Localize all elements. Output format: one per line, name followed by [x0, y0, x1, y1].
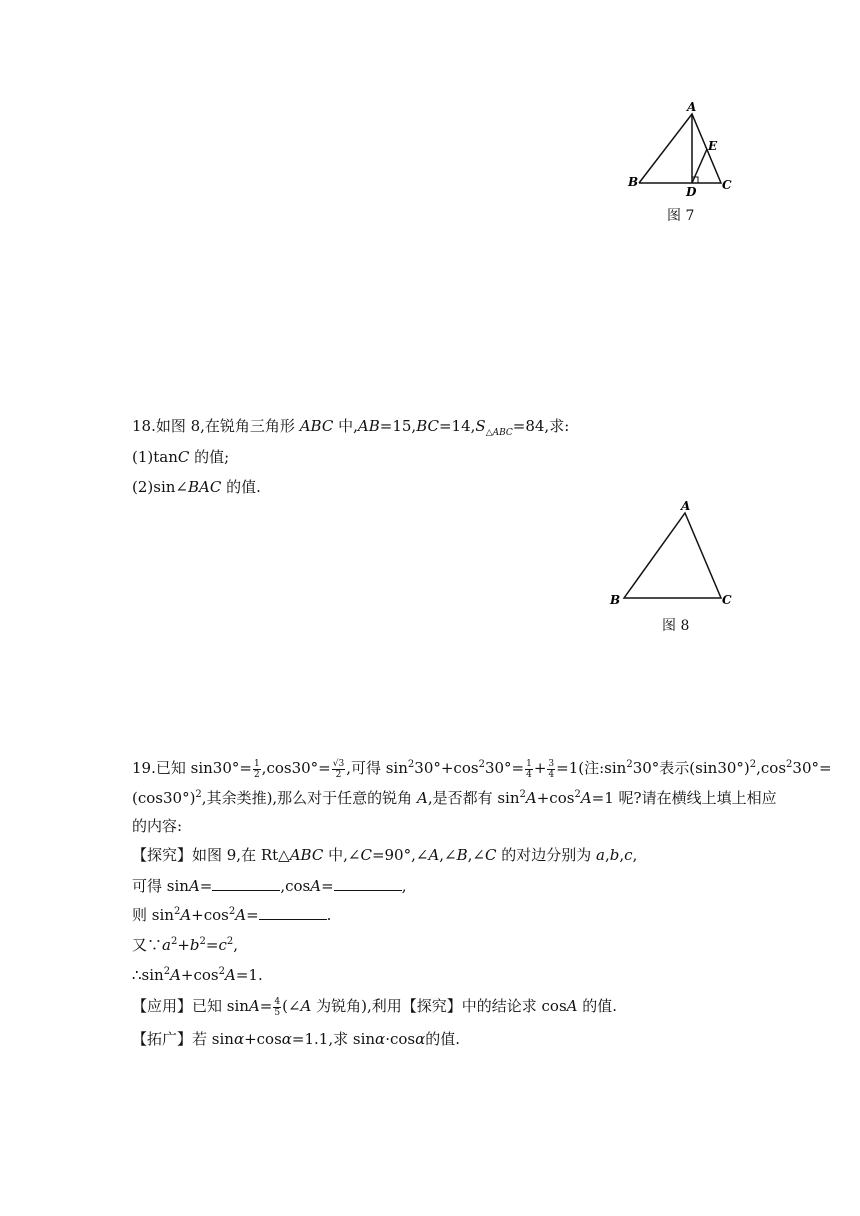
sup: 2 — [195, 789, 202, 800]
var: A — [428, 846, 440, 864]
text: 则 sin — [132, 906, 174, 924]
var: A — [566, 997, 578, 1015]
text: +cos — [191, 906, 229, 924]
text: 【应用】已知 sin — [132, 997, 249, 1015]
fraction-sqrt3 — [332, 759, 345, 780]
var: A — [525, 789, 537, 807]
var: α — [233, 1030, 245, 1048]
sup: 2 — [218, 966, 225, 977]
sup: 2 — [478, 759, 485, 770]
text: 中,∠ — [323, 846, 361, 864]
text: , — [632, 846, 638, 864]
label-b: B — [628, 175, 639, 189]
text: 30°= — [484, 759, 525, 777]
var: A — [180, 906, 192, 924]
den: 5 — [274, 1007, 281, 1018]
q18-part-1 — [132, 447, 229, 467]
label-b: B — [610, 593, 621, 607]
var: S — [475, 417, 486, 435]
text: 的值. — [425, 1030, 461, 1048]
q19-apply — [132, 996, 617, 1018]
var: c — [624, 846, 633, 864]
sup: 2 — [199, 936, 206, 947]
var: B — [456, 846, 468, 864]
text: + — [533, 759, 547, 777]
var: C — [360, 846, 372, 864]
var: A — [235, 906, 247, 924]
fraction-quarter — [525, 759, 533, 780]
var: a — [162, 936, 171, 954]
answer-blank-sum[interactable] — [259, 905, 327, 920]
text: 30°+cos — [414, 759, 479, 777]
text: +cos — [536, 789, 575, 807]
text: ·cos — [385, 1030, 416, 1048]
var: BC — [416, 417, 439, 435]
var: C — [485, 846, 497, 864]
subscript: △ABC — [485, 428, 513, 438]
sup: 2 — [519, 789, 526, 800]
text: (2)sin∠ — [132, 478, 188, 496]
label-a: A — [681, 499, 691, 513]
var: A — [248, 997, 260, 1015]
var: A — [416, 789, 428, 807]
var: b — [189, 936, 200, 954]
text: (1)tan — [132, 448, 178, 466]
text: (cos30°) — [132, 789, 196, 807]
text: +cos — [244, 1030, 282, 1048]
segment-de — [692, 149, 707, 183]
num: 4 — [274, 996, 281, 1007]
text: ,∠ — [439, 846, 457, 864]
num: 1 — [253, 758, 260, 769]
text: 19.已知 sin30°= — [132, 759, 252, 777]
text: 的值; — [189, 448, 230, 466]
text: = — [205, 936, 219, 954]
answer-blank-cos[interactable] — [334, 876, 402, 891]
fraction-half — [253, 759, 261, 780]
text: , — [401, 877, 407, 895]
sup: 2 — [749, 759, 757, 770]
figure-7 — [620, 100, 740, 200]
text: ,cos30°= — [261, 759, 331, 777]
text: 18.如图 8,在锐角三角形 — [132, 417, 300, 435]
var: ABC — [299, 417, 334, 435]
label-d: D — [686, 185, 697, 199]
text: =1(注:sin — [556, 759, 627, 777]
q19-line-2 — [132, 788, 777, 808]
text: ,cos — [280, 877, 311, 895]
text: 为锐角),利用【探究】中的结论求 cos — [311, 997, 567, 1015]
text: 的内容: — [132, 817, 183, 835]
figure-8 — [605, 498, 745, 610]
var: A — [580, 789, 592, 807]
figure-8-caption: 图 8 — [662, 618, 690, 634]
sup: 2 — [574, 789, 581, 800]
var: A — [225, 966, 236, 984]
den: 2 — [253, 769, 260, 780]
text: 中, — [333, 417, 358, 435]
label-e: E — [708, 139, 718, 153]
text: =1. — [235, 966, 263, 984]
text: 又∵ — [132, 936, 163, 954]
text: , — [619, 846, 625, 864]
q19-explore — [132, 845, 637, 865]
q19-line-1 — [132, 758, 832, 780]
q19-extend — [132, 1029, 460, 1049]
text: 【探究】如图 9,在 Rt△ — [132, 846, 290, 864]
label-c: C — [722, 178, 732, 192]
text: ,∠ — [467, 846, 485, 864]
var: ABC — [289, 846, 324, 864]
text: (∠ — [282, 997, 301, 1015]
label-c: C — [722, 593, 732, 607]
text: , — [604, 846, 610, 864]
var: α — [415, 1030, 426, 1048]
text: ,可得 sin — [346, 759, 408, 777]
den: 2 — [335, 769, 342, 780]
text: . — [326, 906, 332, 924]
den: 4 — [526, 769, 532, 780]
text: 30°= — [792, 759, 832, 777]
text: =1 呢?请在横线上填上相应 — [591, 789, 777, 807]
sup: 2 — [228, 906, 236, 917]
text: 的对边分别为 — [496, 846, 597, 864]
sup: 2 — [170, 936, 178, 947]
sup: 2 — [163, 966, 171, 977]
sup: 2 — [626, 759, 633, 770]
den: 4 — [548, 769, 555, 780]
var: A — [170, 966, 181, 984]
triangle-abc — [624, 513, 721, 598]
var: BAC — [187, 478, 222, 496]
sup: 2 — [786, 759, 793, 770]
text: =90°,∠ — [371, 846, 429, 864]
num: 3 — [548, 758, 555, 769]
q19-line-3 — [132, 816, 182, 836]
sup: 2 — [226, 936, 234, 947]
q19-derive-4 — [132, 965, 263, 985]
q19-derive-2 — [132, 905, 331, 925]
var: c — [218, 936, 227, 954]
text: 【拓广】若 sin — [132, 1030, 234, 1048]
text: 可得 sin — [132, 877, 189, 895]
text: = — [246, 906, 259, 924]
text: = — [321, 877, 334, 895]
var: A — [300, 997, 312, 1015]
fraction-four-fifths — [273, 997, 281, 1018]
answer-blank-sin[interactable] — [212, 876, 280, 891]
var: α — [375, 1030, 386, 1048]
var: C — [177, 448, 190, 466]
num: √3 — [332, 758, 345, 769]
label-a: A — [687, 100, 697, 114]
figure-7-caption: 图 7 — [667, 208, 695, 224]
sup: 2 — [407, 759, 415, 770]
text: =84,求: — [512, 417, 570, 435]
text: =1.1,求 sin — [291, 1030, 376, 1048]
var: b — [609, 846, 620, 864]
var: A — [188, 877, 200, 895]
text: +cos — [180, 966, 219, 984]
var: α — [281, 1030, 292, 1048]
q18-line-1 — [132, 416, 569, 436]
sup: 2 — [173, 906, 181, 917]
fraction-three-quarters — [547, 759, 555, 780]
text: =15, — [379, 417, 417, 435]
var: a — [596, 846, 605, 864]
text: 的值. — [577, 997, 618, 1015]
num: 1 — [526, 758, 532, 769]
text: + — [177, 936, 190, 954]
q18-part-2 — [132, 477, 261, 497]
text: =14, — [438, 417, 476, 435]
q19-derive-1 — [132, 876, 406, 896]
var: AB — [357, 417, 380, 435]
text: 的值. — [221, 478, 261, 496]
text: 30°表示(sin30°) — [632, 759, 750, 777]
q19-derive-3 — [132, 935, 238, 955]
text: , — [233, 936, 239, 954]
text: ∴sin — [132, 966, 164, 984]
text: = — [259, 997, 273, 1015]
text: = — [199, 877, 213, 895]
text: ,是否都有 sin — [427, 789, 520, 807]
var: A — [310, 877, 322, 895]
text: ,cos — [756, 759, 787, 777]
text: ,其余类推),那么对于任意的锐角 — [201, 789, 417, 807]
